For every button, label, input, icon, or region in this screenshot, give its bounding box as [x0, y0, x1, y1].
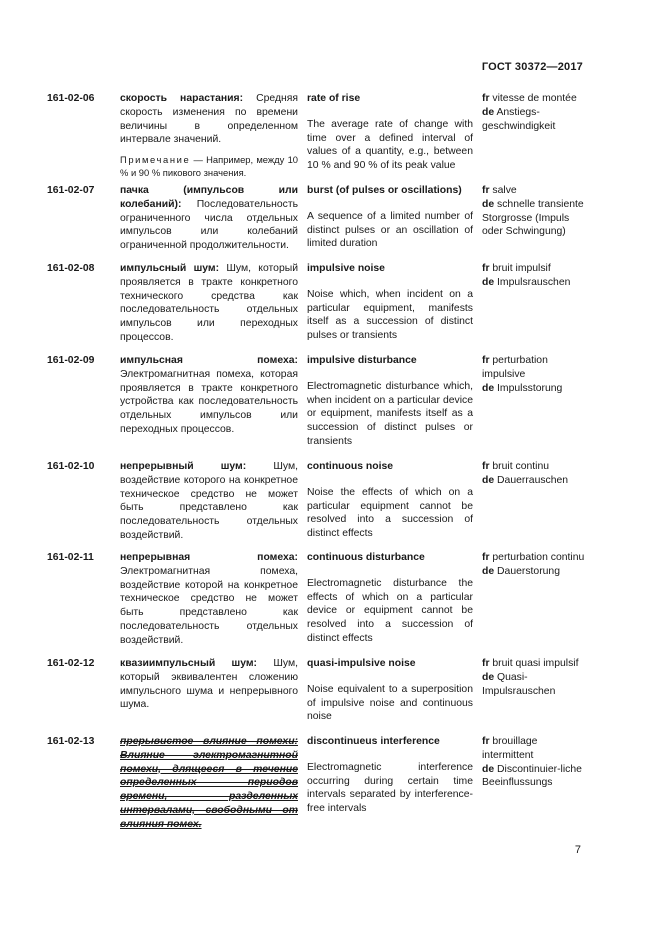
fr-term: fr perturbation continu: [482, 552, 585, 563]
de-term: de schnelle transiente Storgrosse (Impuls oder Schwingung): [482, 198, 584, 238]
fr-de-terms: [482, 460, 587, 488]
ru-note-text: — Например, между 10 % и 90 % пикового значения.: [120, 154, 299, 179]
en-definition: [307, 184, 473, 251]
fr-de-terms: [482, 184, 587, 239]
ru-definition: [120, 551, 298, 648]
term-number: 161-02-08: [47, 263, 95, 274]
en-definition-text: Noise which, when incident on a particular equipment, manifests itself as a succession of distinct pulses or transients: [307, 288, 473, 342]
term-number: 161-02-11: [47, 552, 94, 563]
ru-definition-text: Шум, воздействие которого на конкретное техническое средство не может быть представлено как последовательность отдельных воздействий.: [120, 461, 298, 541]
en-definition: [307, 262, 473, 343]
fr-de-terms: [482, 92, 587, 133]
term-number: 161-02-07: [47, 185, 95, 196]
fr-term: fr bruit continu: [482, 461, 550, 472]
en-term: discontinueus interference: [307, 736, 440, 747]
en-definition-text: Noise equivalent to a superposition of impulsive noise and continuous noise: [307, 683, 473, 723]
standard-code: ГОСТ 30372—2017: [481, 61, 583, 73]
ru-definition-text: Электромагнитная помеха, воздействие которой на конкретное техническое средство не может быть представлено как последовательность отдельных воздействий.: [120, 565, 298, 646]
en-term: continuous disturbance: [307, 552, 425, 563]
ru-term: скорость нарастания:: [120, 93, 244, 104]
term-number: 161-02-10: [47, 461, 95, 472]
en-definition-text: Noise the effects of which on a particular equipment cannot be resolved into a succession of distinct effects: [307, 486, 473, 540]
de-term: de Impulsstorung: [482, 382, 563, 394]
ru-term: непрерывная помеха:: [120, 552, 298, 563]
fr-de-terms: [482, 354, 587, 395]
ru-term: импульсный шум:: [120, 263, 220, 274]
en-definition: [307, 735, 473, 816]
fr-de-terms: [482, 735, 587, 790]
ru-term: прерывистое влияние помехи:: [120, 736, 298, 747]
page-number: 7: [574, 844, 581, 856]
de-term: de Dauerstorung: [482, 565, 560, 577]
ru-definition: [120, 657, 298, 712]
en-definition: [307, 657, 473, 724]
en-term: impulsive noise: [307, 263, 385, 274]
fr-de-terms: [482, 262, 587, 290]
de-term: de Quasi-Impulsrauschen: [482, 671, 556, 697]
ru-definition: [120, 460, 298, 543]
fr-term: fr perturbation impulsive: [482, 355, 548, 380]
fr-term: fr brouillage intermittent: [482, 736, 538, 761]
de-term: de Discontinuier-liche Beeinflussungs: [482, 763, 582, 789]
en-definition: [307, 354, 473, 449]
fr-term: fr bruit quasi impulsif: [482, 658, 579, 669]
en-definition: [307, 92, 473, 173]
fr-de-terms: [482, 657, 587, 698]
en-term: continuous noise: [307, 461, 394, 472]
ru-definition: [120, 735, 298, 832]
ru-definition-text: Средняя скорость изменения по времени величины в определенном интервале значений.: [120, 93, 298, 146]
ru-term: непрерывный шум:: [120, 461, 247, 472]
en-definition-text: Electromagnetic interference occurring during certain time intervals separated by interference-free intervals: [307, 761, 473, 815]
term-number: 161-02-12: [47, 658, 95, 669]
term-number: 161-02-06: [47, 93, 95, 104]
en-definition-text: Electromagnetic disturbance which, when incident on a particular device or equipment, manifests itself as a succession of distinct pulses or transients: [307, 380, 473, 447]
en-definition-text: The average rate of change with time over a defined interval of values of a quantity, e.g., between 10 % and 90 % of its peak value: [307, 118, 473, 172]
de-term: de Impulsrauschen: [482, 276, 571, 288]
ru-term: пачка (импульсов или колебаний):: [120, 185, 298, 210]
ru-term: квазиимпульсный шум:: [120, 658, 258, 669]
en-definition: [307, 551, 473, 646]
ru-definition: [120, 354, 298, 437]
ru-note: [120, 153, 298, 179]
ru-definition: [120, 184, 298, 253]
ru-definition: [120, 92, 298, 179]
ru-definition-text: Электромагнитная помеха, которая проявляется в тракте конкретного устройства как последовательность отдельных импульсов или переходных процессов.: [120, 368, 298, 435]
fr-term: fr vitesse de montée: [482, 93, 577, 104]
ru-definition: [120, 262, 298, 345]
en-term: burst (of pulses or oscillations): [307, 185, 462, 196]
de-term: de Anstiegs-geschwindigkeit: [482, 106, 556, 132]
en-term: rate of rise: [307, 93, 361, 104]
ru-note-label: Примечание: [120, 154, 191, 166]
en-term: impulsive disturbance: [307, 355, 417, 366]
term-number: 161-02-13: [47, 736, 95, 747]
en-definition: [307, 460, 473, 541]
fr-de-terms: [482, 551, 587, 579]
de-term: de Dauerrauschen: [482, 474, 569, 486]
en-definition-text: A sequence of a limited number of distinct pulses or an oscillation of limited duration: [307, 210, 473, 250]
ru-term: импульсная помеха:: [120, 355, 298, 366]
ru-definition-text: Влияние электромагнитной помехи, длящееся в течение определенных периодов времени, разделенных интервалами, свободными от влияния помех.: [120, 749, 298, 830]
ru-definition-text: Последовательность ограниченного числа отдельных импульсов или колебаний ограниченной продолжительности.: [120, 198, 298, 252]
en-term: quasi-impulsive noise: [307, 658, 416, 669]
fr-term: fr bruit impulsif: [482, 263, 551, 274]
term-number: 161-02-09: [47, 355, 95, 366]
ru-definition-text: Шум, который эквивалентен сложению импульсного шума и непрерывного шума.: [120, 658, 299, 711]
en-definition-text: Electromagnetic disturbance the effects of which on a particular device or equipment cannot be resolved into a succession of distinct effects: [307, 577, 473, 644]
fr-term: fr salve: [482, 185, 517, 196]
ru-definition-text: Шум, который проявляется в тракте конкретного технического средства как последовательность отдельных импульсов или переходных процессов.: [120, 263, 298, 343]
